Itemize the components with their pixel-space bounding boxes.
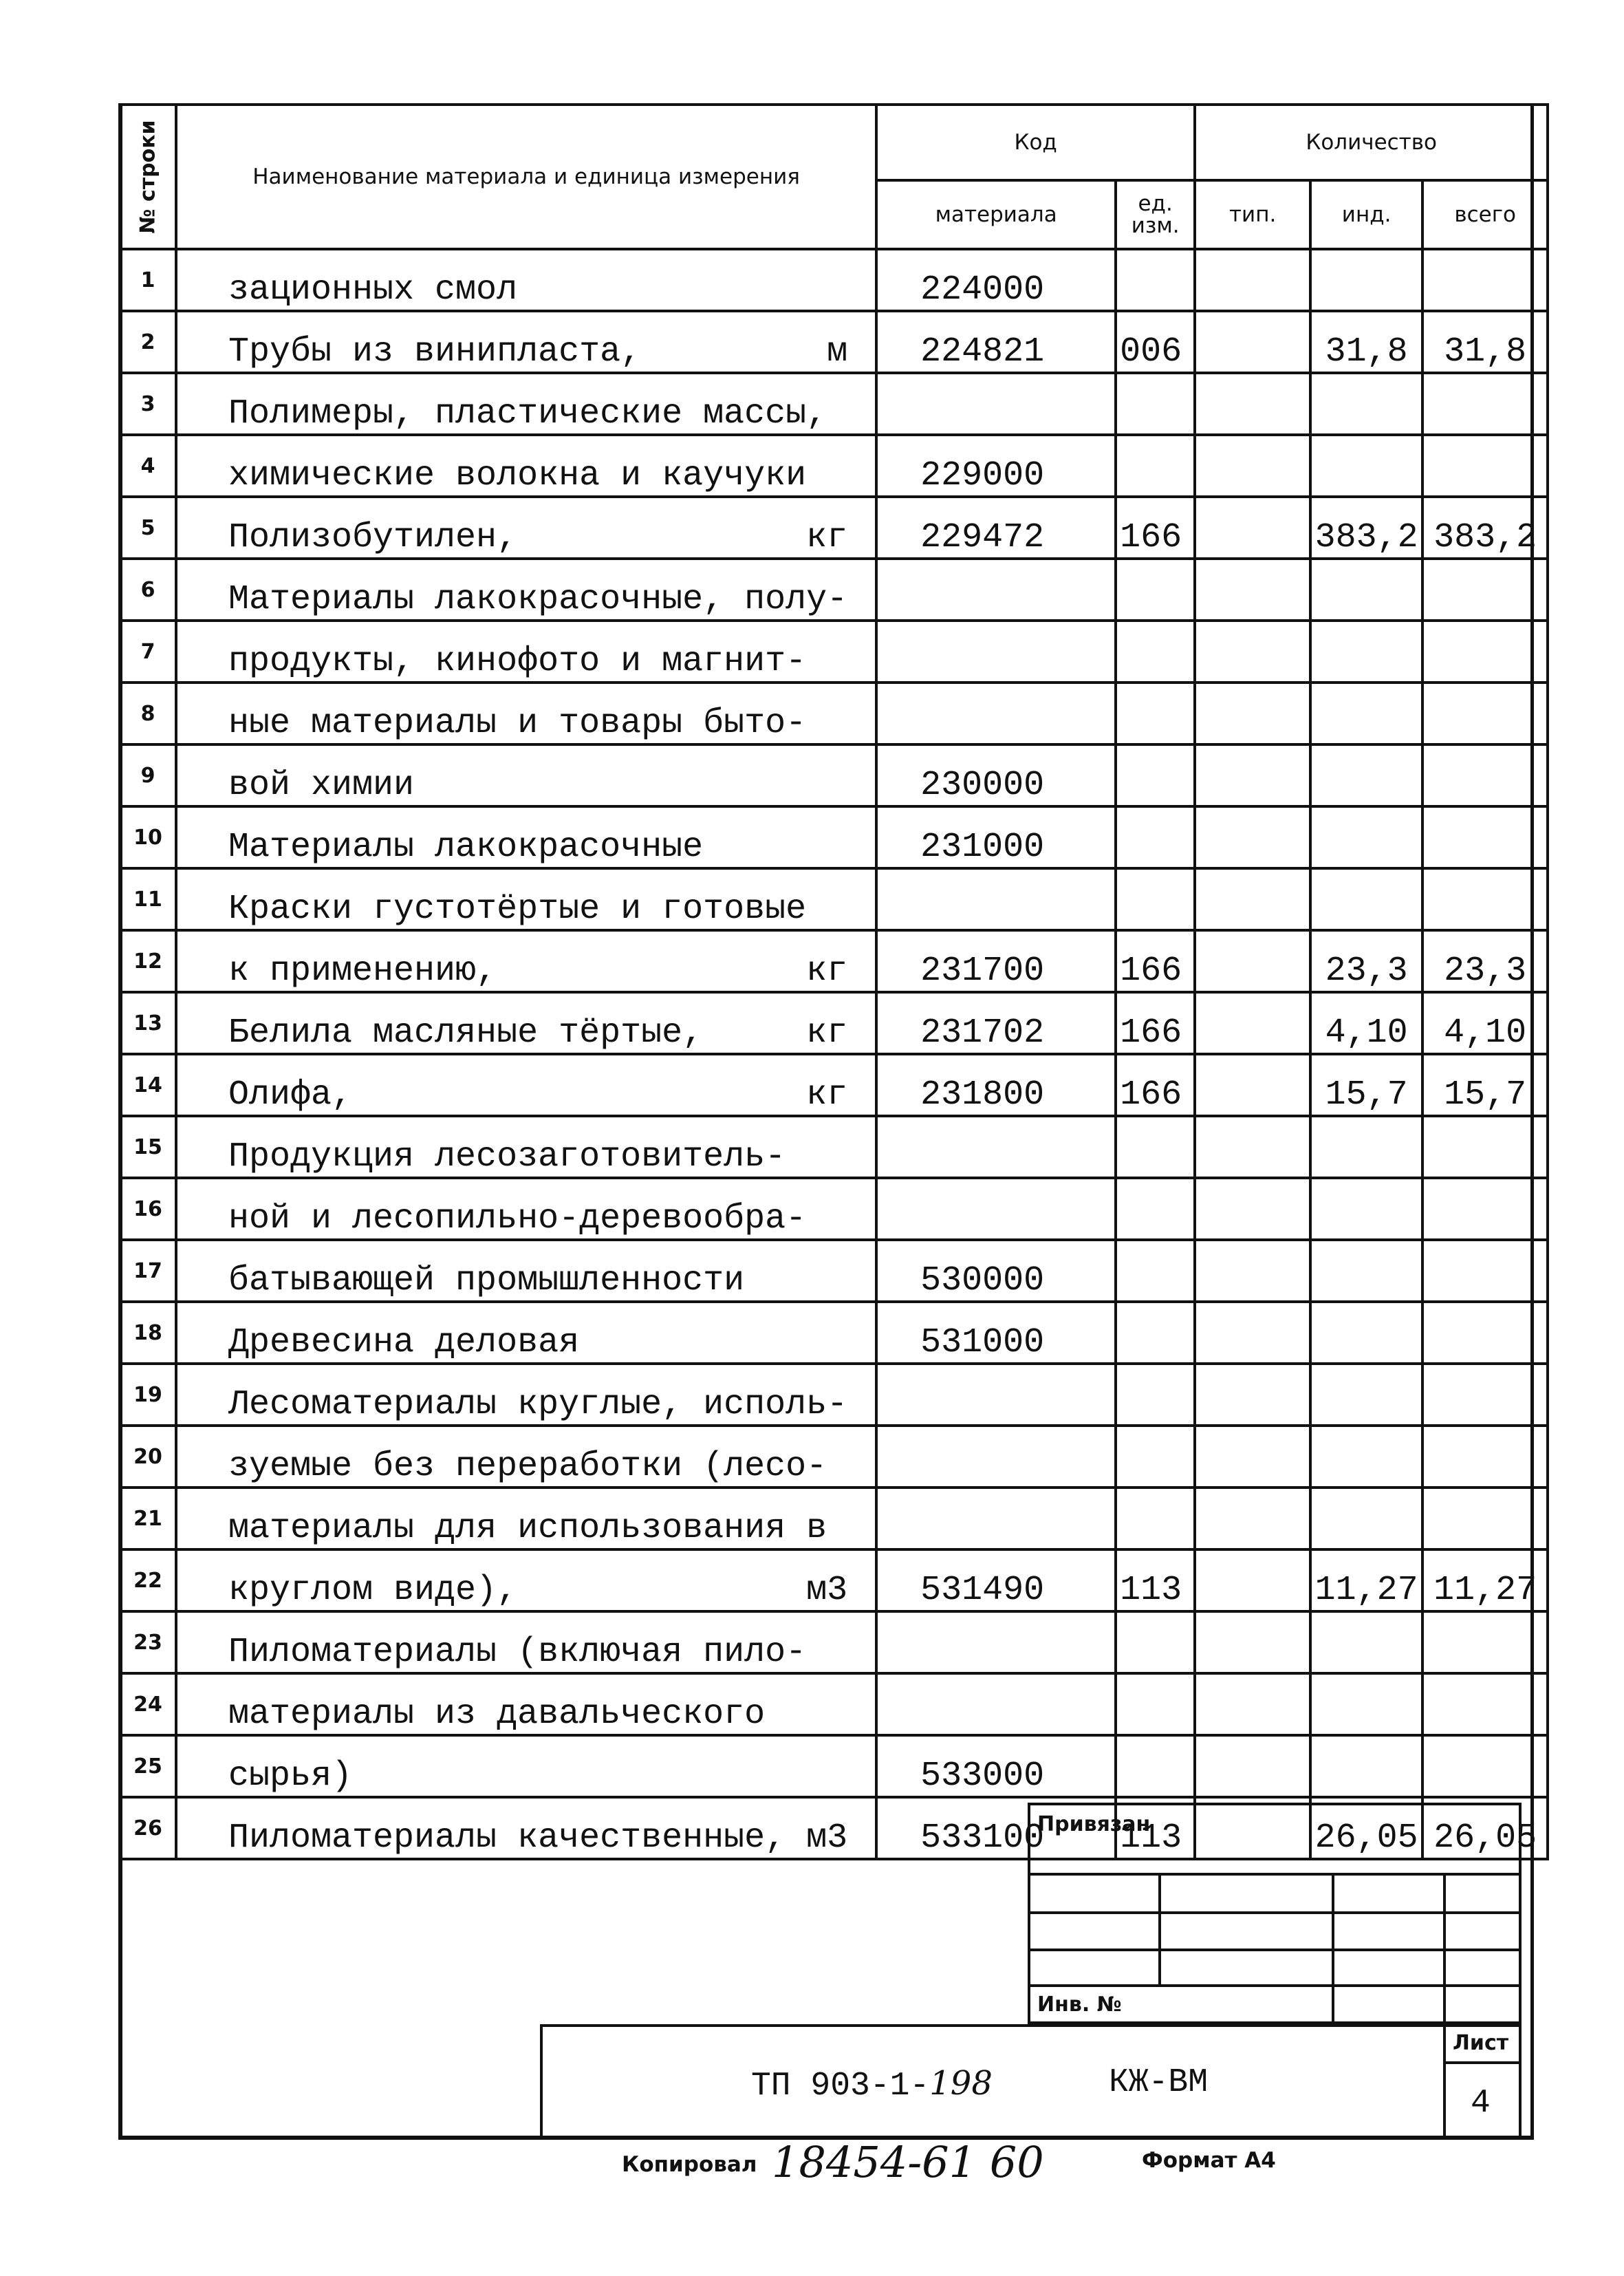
title-block-divider <box>1443 2024 1446 2140</box>
material-code: 231000 <box>876 806 1116 868</box>
material-name: материалы для использования в <box>228 1509 827 1548</box>
quantity-ind <box>1310 1364 1422 1426</box>
material-code: 531490 <box>876 1549 1116 1611</box>
row-number: 10 <box>120 806 176 868</box>
quantity-total <box>1422 1240 1548 1302</box>
material-code: 231700 <box>876 930 1116 992</box>
material-name-cell <box>176 1735 876 1797</box>
table-row <box>120 621 1548 683</box>
unit-code: 166 <box>1116 1054 1195 1116</box>
material-name: сырья) <box>228 1757 353 1796</box>
material-code <box>876 1116 1116 1178</box>
measure-unit: м3 <box>806 1818 848 1858</box>
material-name: химические волокна и каучуки <box>228 456 807 495</box>
table-row <box>120 806 1548 868</box>
unit-code <box>1116 1426 1195 1488</box>
unit-code <box>1116 621 1195 683</box>
material-name: Продукция лесозаготовитель- <box>228 1137 786 1177</box>
row-number: 13 <box>120 992 176 1054</box>
unit-code <box>1116 1735 1195 1797</box>
quantity-typ <box>1195 621 1310 683</box>
material-name: зуемые без переработки (лесо- <box>228 1447 827 1486</box>
quantity-total <box>1422 683 1548 744</box>
stamp-line <box>1028 1873 1522 1876</box>
material-code: 231800 <box>876 1054 1116 1116</box>
quantity-total <box>1422 1735 1548 1797</box>
quantity-typ <box>1195 1426 1310 1488</box>
copied-label: Копировал <box>622 2152 757 2177</box>
quantity-total: 4,10 <box>1422 992 1548 1054</box>
header-code-material: материала <box>876 180 1116 249</box>
stamp-line <box>1028 1948 1522 1951</box>
row-number: 22 <box>120 1549 176 1611</box>
quantity-ind: 15,7 <box>1310 1054 1422 1116</box>
material-name-cell <box>176 1426 876 1488</box>
material-code <box>876 868 1116 930</box>
material-name-cell <box>176 1054 876 1116</box>
table-row <box>120 1488 1548 1549</box>
material-name: Трубы из винипласта, <box>228 332 642 372</box>
material-code <box>876 1488 1116 1549</box>
linked-label: Привязан <box>1037 1812 1151 1836</box>
stamp-line <box>1158 1873 1161 1986</box>
table-row <box>120 1116 1548 1178</box>
quantity-typ <box>1195 1549 1310 1611</box>
table-row <box>120 1735 1548 1797</box>
quantity-ind <box>1310 1735 1422 1797</box>
quantity-ind <box>1310 435 1422 497</box>
quantity-ind <box>1310 868 1422 930</box>
quantity-ind <box>1310 373 1422 435</box>
material-code <box>876 621 1116 683</box>
unit-code <box>1116 249 1195 311</box>
material-name-cell <box>176 1240 876 1302</box>
quantity-typ <box>1195 249 1310 311</box>
header-code-group: Код <box>876 105 1195 180</box>
table-row <box>120 1611 1548 1673</box>
quantity-typ <box>1195 1178 1310 1240</box>
quantity-ind <box>1310 559 1422 621</box>
material-code <box>876 1178 1116 1240</box>
quantity-total <box>1422 621 1548 683</box>
material-name-cell <box>176 930 876 992</box>
row-number: 4 <box>120 435 176 497</box>
quantity-ind <box>1310 683 1422 744</box>
quantity-ind <box>1310 1116 1422 1178</box>
row-number: 8 <box>120 683 176 744</box>
quantity-typ <box>1195 1673 1310 1735</box>
quantity-ind: 26,05 <box>1310 1797 1422 1859</box>
quantity-total <box>1422 1611 1548 1673</box>
header-quantity-group: Количество <box>1195 105 1548 180</box>
material-name-cell <box>176 373 876 435</box>
quantity-ind <box>1310 1178 1422 1240</box>
quantity-typ <box>1195 868 1310 930</box>
quantity-ind: 31,8 <box>1310 311 1422 373</box>
row-number: 26 <box>120 1797 176 1859</box>
quantity-ind <box>1310 249 1422 311</box>
material-name-cell <box>176 1302 876 1364</box>
material-code: 224000 <box>876 249 1116 311</box>
row-number: 1 <box>120 249 176 311</box>
quantity-typ <box>1195 1240 1310 1302</box>
unit-code <box>1116 683 1195 744</box>
quantity-ind <box>1310 1673 1422 1735</box>
material-code: 224821 <box>876 311 1116 373</box>
stamp-line <box>1028 1984 1522 1987</box>
material-code <box>876 559 1116 621</box>
row-number: 9 <box>120 744 176 806</box>
table-row <box>120 1178 1548 1240</box>
quantity-total <box>1422 1116 1548 1178</box>
row-number: 11 <box>120 868 176 930</box>
material-name-cell <box>176 683 876 744</box>
material-code: 229472 <box>876 497 1116 559</box>
quantity-total <box>1422 435 1548 497</box>
material-code <box>876 1364 1116 1426</box>
inventory-number-label: Инв. № <box>1037 1993 1122 2017</box>
material-name-cell <box>176 559 876 621</box>
unit-code <box>1116 806 1195 868</box>
material-name: материалы из давальческого <box>228 1695 766 1734</box>
row-number: 7 <box>120 621 176 683</box>
quantity-total <box>1422 868 1548 930</box>
measure-unit: м3 <box>806 1571 848 1610</box>
quantity-total <box>1422 249 1548 311</box>
unit-code <box>1116 1488 1195 1549</box>
quantity-typ <box>1195 559 1310 621</box>
quantity-total: 15,7 <box>1422 1054 1548 1116</box>
material-name: Белила масляные тёртые, <box>228 1013 704 1053</box>
quantity-typ <box>1195 1054 1310 1116</box>
material-code: 231702 <box>876 992 1116 1054</box>
material-name: круглом виде), <box>228 1571 518 1610</box>
unit-code <box>1116 1364 1195 1426</box>
measure-unit: кг <box>806 952 848 991</box>
materials-table <box>118 103 1549 1860</box>
quantity-typ <box>1195 1611 1310 1673</box>
row-number: 19 <box>120 1364 176 1426</box>
quantity-total <box>1422 1673 1548 1735</box>
unit-code <box>1116 1116 1195 1178</box>
quantity-ind <box>1310 1240 1422 1302</box>
quantity-typ <box>1195 373 1310 435</box>
material-name-cell <box>176 1488 876 1549</box>
quantity-total <box>1422 1364 1548 1426</box>
quantity-total <box>1422 1302 1548 1364</box>
unit-code: 113 <box>1116 1797 1195 1859</box>
header-qty-ind: инд. <box>1310 180 1422 249</box>
quantity-total <box>1422 806 1548 868</box>
material-name-cell <box>176 249 876 311</box>
document-code-printed: ТП 903-1- <box>751 2068 930 2105</box>
row-number: 24 <box>120 1673 176 1735</box>
material-name-cell <box>176 1673 876 1735</box>
table-row <box>120 1240 1548 1302</box>
quantity-typ <box>1195 1364 1310 1426</box>
material-code <box>876 683 1116 744</box>
quantity-total: 383,2 <box>1422 497 1548 559</box>
material-code: 229000 <box>876 435 1116 497</box>
table-row <box>120 1364 1548 1426</box>
row-number: 20 <box>120 1426 176 1488</box>
quantity-typ <box>1195 1488 1310 1549</box>
material-code <box>876 373 1116 435</box>
material-name: батывающей промышленности <box>228 1261 745 1300</box>
quantity-typ <box>1195 1735 1310 1797</box>
material-name-cell <box>176 435 876 497</box>
table-row <box>120 559 1548 621</box>
material-name: вой химии <box>228 766 415 805</box>
material-name-cell <box>176 1549 876 1611</box>
quantity-ind <box>1310 1611 1422 1673</box>
material-name: ной и лесопильно-деревообра- <box>228 1199 807 1238</box>
quantity-ind: 11,27 <box>1310 1549 1422 1611</box>
row-number: 18 <box>120 1302 176 1364</box>
material-name-cell <box>176 1116 876 1178</box>
unit-code: 166 <box>1116 992 1195 1054</box>
quantity-typ <box>1195 1116 1310 1178</box>
row-number: 14 <box>120 1054 176 1116</box>
table-row <box>120 868 1548 930</box>
quantity-ind <box>1310 1488 1422 1549</box>
material-name-cell <box>176 744 876 806</box>
document-code-handwritten: 198 <box>929 2064 993 2103</box>
quantity-ind: 4,10 <box>1310 992 1422 1054</box>
quantity-typ <box>1195 930 1310 992</box>
quantity-total: 11,27 <box>1422 1549 1548 1611</box>
table-row <box>120 1426 1548 1488</box>
material-name: ные материалы и товары быто- <box>228 704 807 743</box>
unit-code: 166 <box>1116 497 1195 559</box>
quantity-total <box>1422 744 1548 806</box>
document-code <box>751 2064 993 2105</box>
sheet-label: Лист <box>1453 2031 1509 2055</box>
row-number: 23 <box>120 1611 176 1673</box>
table-row <box>120 992 1548 1054</box>
quantity-total <box>1422 1178 1548 1240</box>
material-name: Краски густотёртые и готовые <box>228 890 807 929</box>
row-number: 25 <box>120 1735 176 1797</box>
quantity-total <box>1422 1426 1548 1488</box>
material-name: зационных смол <box>228 270 518 310</box>
sheet-label-divider <box>1443 2061 1522 2064</box>
table-row <box>120 1302 1548 1364</box>
material-name-cell <box>176 311 876 373</box>
row-number: 16 <box>120 1178 176 1240</box>
quantity-typ <box>1195 992 1310 1054</box>
material-name-cell <box>176 1364 876 1426</box>
material-code: 230000 <box>876 744 1116 806</box>
unit-code: 006 <box>1116 311 1195 373</box>
quantity-ind: 23,3 <box>1310 930 1422 992</box>
quantity-typ <box>1195 1302 1310 1364</box>
material-name: Полизобутилен, <box>228 518 518 557</box>
unit-code: 113 <box>1116 1549 1195 1611</box>
table-row <box>120 1673 1548 1735</box>
quantity-total: 31,8 <box>1422 311 1548 373</box>
unit-code <box>1116 1673 1195 1735</box>
unit-code: 166 <box>1116 930 1195 992</box>
quantity-ind: 383,2 <box>1310 497 1422 559</box>
document-mark: КЖ-ВМ <box>1109 2064 1209 2101</box>
unit-code <box>1116 373 1195 435</box>
row-number: 17 <box>120 1240 176 1302</box>
copied-number: 18454-61 60 <box>772 2137 1044 2187</box>
header-material-name: Наименование материала и единица измерения <box>176 105 876 249</box>
quantity-total <box>1422 373 1548 435</box>
title-block <box>540 2024 1522 2140</box>
table-row <box>120 683 1548 744</box>
material-name: Материалы лакокрасочные <box>228 828 704 867</box>
table-row <box>120 1549 1548 1611</box>
measure-unit: м <box>827 332 848 372</box>
row-number: 12 <box>120 930 176 992</box>
quantity-typ <box>1195 497 1310 559</box>
unit-code <box>1116 1240 1195 1302</box>
quantity-ind <box>1310 621 1422 683</box>
measure-unit: кг <box>806 518 848 557</box>
unit-code <box>1116 1611 1195 1673</box>
material-name-cell <box>176 868 876 930</box>
format-label: Формат А4 <box>1142 2148 1276 2173</box>
unit-code <box>1116 1178 1195 1240</box>
table-row <box>120 1054 1548 1116</box>
row-number: 5 <box>120 497 176 559</box>
table-row <box>120 311 1548 373</box>
material-name-cell <box>176 992 876 1054</box>
material-name: Пиломатериалы качественные, <box>228 1818 786 1858</box>
table-row <box>120 930 1548 992</box>
table-row <box>120 373 1548 435</box>
material-name: Олифа, <box>228 1075 353 1115</box>
table-row <box>120 249 1548 311</box>
quantity-typ <box>1195 311 1310 373</box>
unit-code <box>1116 559 1195 621</box>
material-name-cell <box>176 1611 876 1673</box>
material-name: Пиломатериалы (включая пило- <box>228 1633 807 1672</box>
row-number: 15 <box>120 1116 176 1178</box>
row-number: 2 <box>120 311 176 373</box>
quantity-typ <box>1195 435 1310 497</box>
material-code: 530000 <box>876 1240 1116 1302</box>
table-row <box>120 435 1548 497</box>
quantity-total <box>1422 559 1548 621</box>
material-code: 531000 <box>876 1302 1116 1364</box>
quantity-total <box>1422 1488 1548 1549</box>
material-name-cell <box>176 806 876 868</box>
header-qty-typ: тип. <box>1195 180 1310 249</box>
header-qty-total: всего <box>1422 180 1548 249</box>
stamp-line <box>1332 1873 1334 2024</box>
material-name-cell <box>176 1178 876 1240</box>
material-code <box>876 1426 1116 1488</box>
quantity-typ <box>1195 744 1310 806</box>
quantity-ind <box>1310 1302 1422 1364</box>
table-row <box>120 497 1548 559</box>
row-number: 21 <box>120 1488 176 1549</box>
quantity-total: 23,3 <box>1422 930 1548 992</box>
measure-unit: кг <box>806 1075 848 1115</box>
sheet-number: 4 <box>1471 2085 1491 2122</box>
quantity-ind <box>1310 1426 1422 1488</box>
stamp-line <box>1028 1911 1522 1914</box>
quantity-total: 26,05 <box>1422 1797 1548 1859</box>
stamp-line <box>1443 1873 1446 2024</box>
material-name: Полимеры, пластические массы, <box>228 394 827 433</box>
material-name-cell <box>176 621 876 683</box>
unit-code <box>1116 744 1195 806</box>
header-row-number: № строки <box>120 105 176 249</box>
quantity-typ <box>1195 806 1310 868</box>
table-row <box>120 744 1548 806</box>
quantity-typ <box>1195 683 1310 744</box>
material-name: Древесина деловая <box>228 1323 580 1362</box>
material-name-cell <box>176 1797 876 1859</box>
material-code <box>876 1611 1116 1673</box>
material-name-cell <box>176 497 876 559</box>
quantity-ind <box>1310 806 1422 868</box>
materials-table-body <box>120 249 1548 1859</box>
row-number: 3 <box>120 373 176 435</box>
material-name: Материалы лакокрасочные, полу- <box>228 580 848 619</box>
material-code: 533000 <box>876 1735 1116 1797</box>
unit-code <box>1116 1302 1195 1364</box>
measure-unit: кг <box>806 1013 848 1053</box>
material-code <box>876 1673 1116 1735</box>
material-name: Лесоматериалы круглые, исполь- <box>228 1385 848 1424</box>
material-name: продукты, кинофото и магнит- <box>228 642 807 681</box>
material-code: 533100 <box>876 1797 1116 1859</box>
header-code-unit: ед. изм. <box>1116 180 1195 249</box>
quantity-ind <box>1310 744 1422 806</box>
unit-code <box>1116 435 1195 497</box>
row-number: 6 <box>120 559 176 621</box>
unit-code <box>1116 868 1195 930</box>
material-name: к применению, <box>228 952 497 991</box>
